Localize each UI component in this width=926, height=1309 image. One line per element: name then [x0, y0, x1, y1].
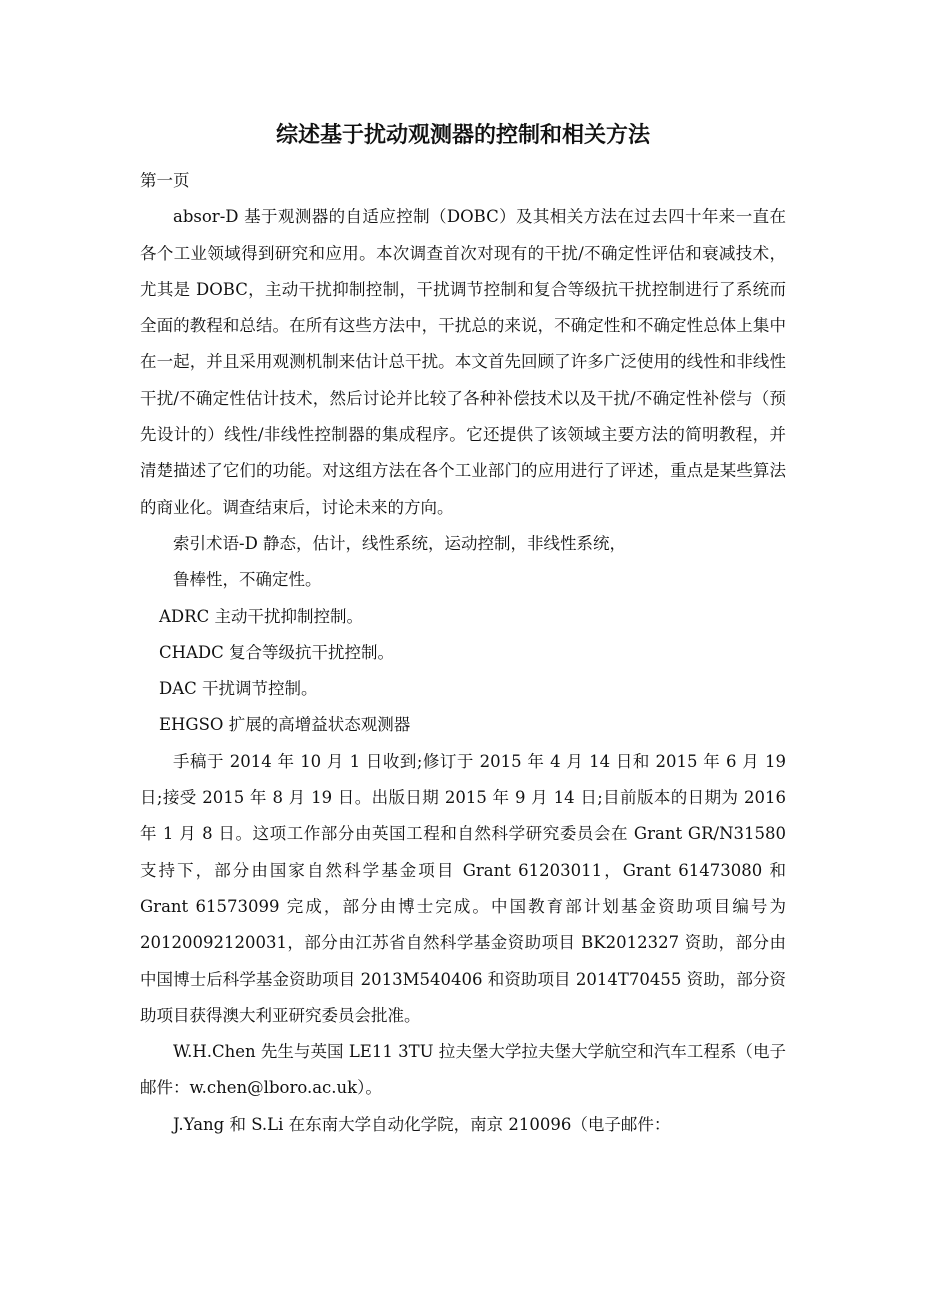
document-title: 综述基于扰动观测器的控制和相关方法 [275, 123, 650, 148]
author-note-paragraph: W.H.Chen 先生与英国 LE11 3TU 拉夫堡大学拉夫堡大学航空和汽车工程系（电子邮件：w.chen@lboro.ac.uk）。 [140, 1042, 786, 1098]
abstract-paragraph: absor-D 基于观测器的自适应控制（DOBC）及其相关方法在过去四十年来一直在各个工业领域得到研究和应用。本次调查首次对现有的干扰/不确定性评估和衰减技术，尤其是 DOBC，主动干扰抑制控制，干扰调节控制和复合等级抗干扰控制进行了系统而全面的教程和总结。在所有这些方法中，干扰总的来说，不确定性和不确定性总体上集中在一起，并且采用观测机制来估计总干扰。本文首先回顾了许多广泛使用的线性和非线性干扰/不确定性估计技术，然后讨论并比较了各种补偿技术以及干扰/不确定性补偿与（预先设计的）线性/非线性控制器的集成程序。它还提供了该领域主要方法的简明教程，并清楚描述了它们的功能。对这组方法在各个工业部门的应用进行了评述，重点是某些算法的商业化。调查结束后，讨论未来的方向。 [140, 207, 786, 517]
author-note-paragraph: J.Yang 和 S.Li 在东南大学自动化学院，南京 210096（电子邮件： [173, 1114, 671, 1134]
abbreviation-item: DAC 干扰调节控制。 [159, 679, 318, 699]
manuscript-note-paragraph: 手稿于 2014 年 10 月 1 日收到;修订于 2015 年 4 月 14 日和 2015 年 6 月 19 日;接受 2015 年 8 月 19 日。出版日期 2015 年 9 月 14 日;目前版本的日期为 2016 年 1 月 8 日。这项工作部分由英国工程和自然科学研究委员会在 Grant GR/N31580 支持下，部分由国家自然科学基金项目 Grant 61203011，Grant 61473080 和 Grant 61573099 完成，部分由博士完成。中国教育部计划基金资助项目编号为 20120092120031，部分由江苏省自然科学基金资助项目 BK2012327 资助，部分由中国博士后科学基金资助项目 2013M540406 和资助项目 2014T70455 资助，部分资助项目获得澳大利亚研究委员会批准。 [140, 751, 786, 1025]
index-terms-line-1: 索引术语-D 静态，估计，线性系统，运动控制，非线性系统， [173, 533, 627, 553]
document-body [140, 163, 786, 1143]
page-label: 第一页 [140, 171, 190, 190]
abbreviation-item: CHADC 复合等级抗干扰控制。 [159, 642, 395, 662]
abbreviation-item: ADRC 主动干扰抑制控制。 [159, 606, 363, 626]
abbreviation-item: EHGSO 扩展的高增益状态观测器 [159, 715, 411, 735]
index-terms-line-2: 鲁棒性，不确定性。 [173, 570, 322, 590]
